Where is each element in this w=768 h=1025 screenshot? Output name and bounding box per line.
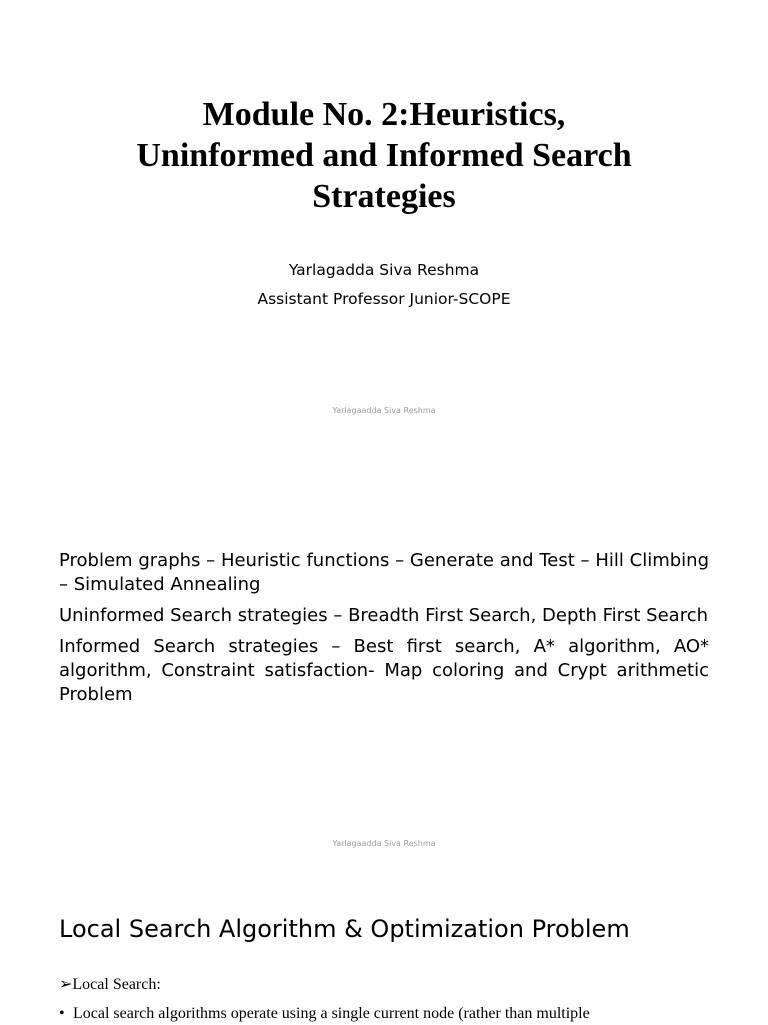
title-line-1: Module No. 2:Heuristics, (202, 96, 566, 133)
slide-topics (0, 432, 768, 864)
topic-item: Problem graphs – Heuristic functions – Generate and Test – Hill Climbing – Simulated Annealing (59, 550, 709, 595)
slide-footer: Yarlagaadda Siva Reshma (332, 406, 436, 415)
module-title (40, 94, 728, 217)
author-name: Yarlagadda Siva Reshma (288, 261, 480, 279)
topics-list (59, 549, 709, 714)
slide-local-search (0, 864, 768, 1024)
slide-footer: Yarlagaadda Siva Reshma (332, 839, 436, 848)
arrow-bullet-icon: ➢ (59, 976, 73, 993)
title-line-3: Strategies (312, 178, 456, 215)
sub-heading-label: Local Search: (72, 976, 161, 993)
bullet-item (59, 1003, 710, 1025)
title-line-2: Uninformed and Informed Search (136, 137, 632, 174)
bullet-text: Local search algorithms operate using a single current node (rather than multiple (73, 1005, 590, 1022)
topic-item: Uninformed Search strategies – Breadth First Search, Depth First Search (59, 605, 709, 626)
sub-heading (59, 974, 161, 996)
slide-heading: Local Search Algorithm & Optimization Problem (59, 915, 630, 943)
author-block (0, 256, 768, 314)
slide-title (0, 0, 768, 432)
topic-item: Informed Search strategies – Best first search, A* algorithm, AO* algorithm, Constraint satisfaction- Map coloring and Crypt arithmetic Problem (59, 636, 709, 705)
author-role: Assistant Professor Junior-SCOPE (257, 290, 511, 308)
bullet-dot-icon: • (59, 1005, 65, 1022)
